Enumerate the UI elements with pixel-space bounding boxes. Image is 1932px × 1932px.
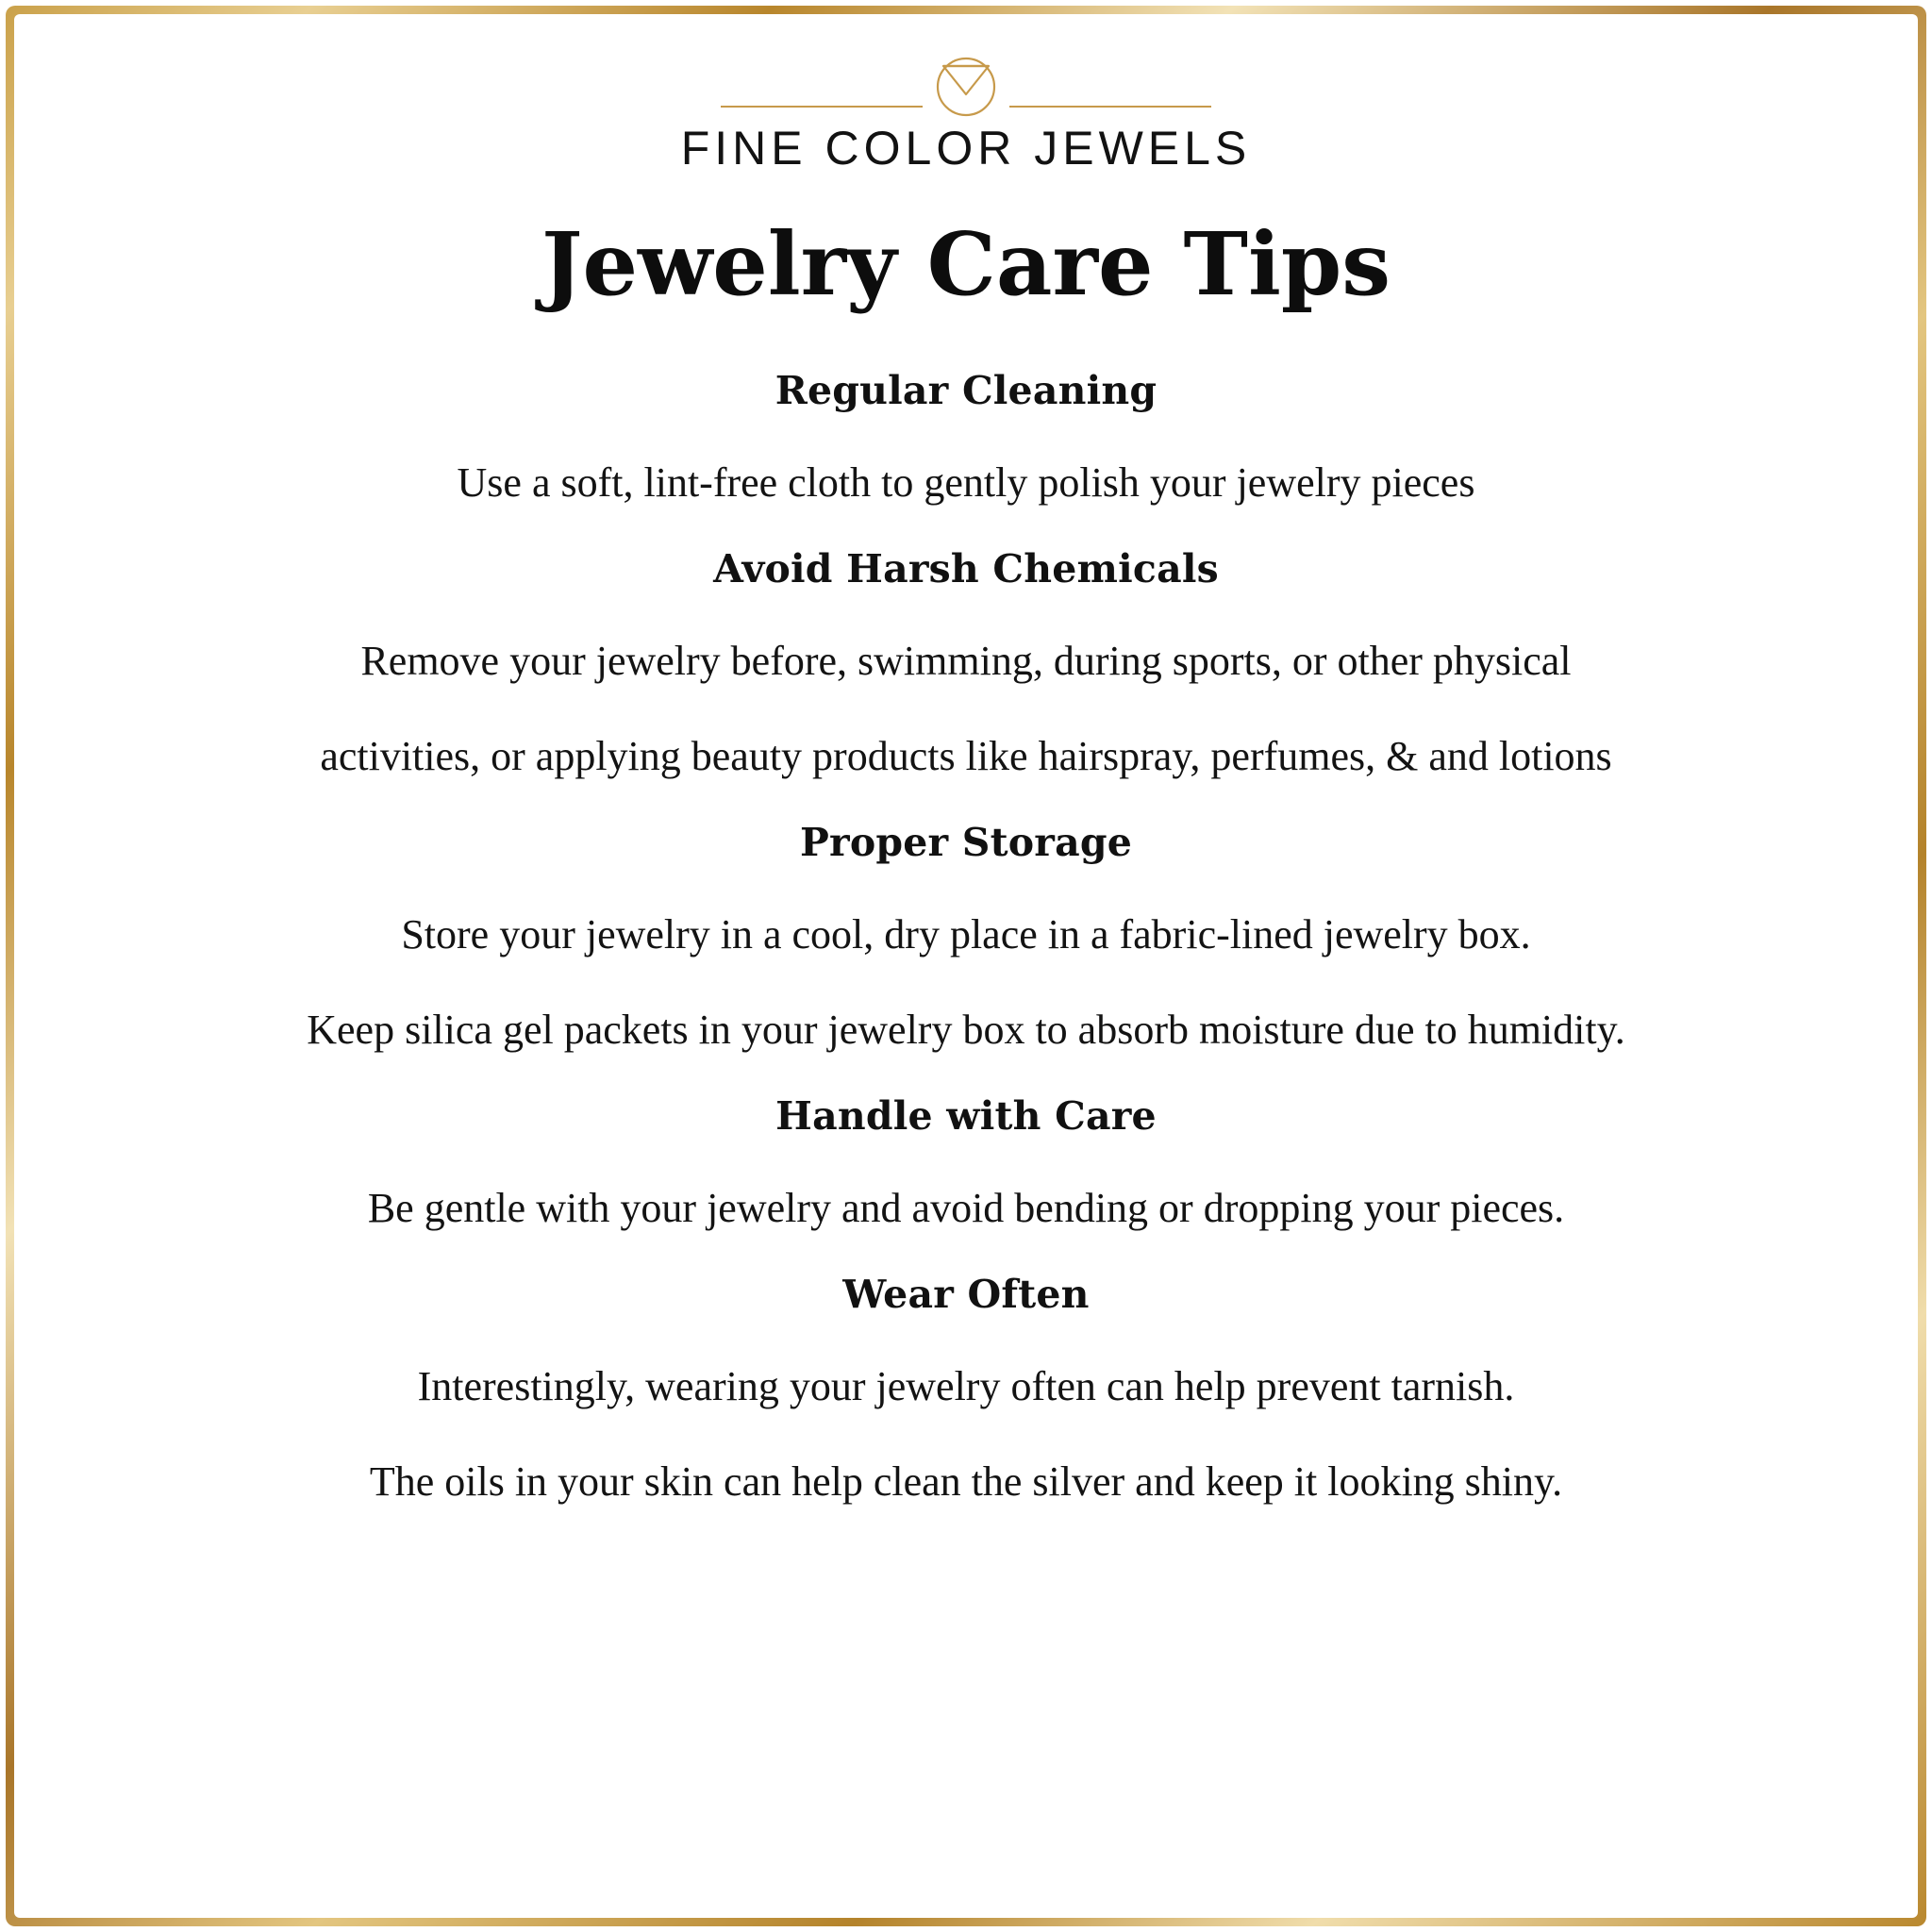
section-wear-often	[66, 1272, 1866, 1507]
section-line: Keep silica gel packets in your jewelry box to absorb moisture due to humidity.	[307, 1007, 1625, 1054]
brand-name: FINE COLOR JEWELS	[680, 122, 1252, 175]
section-line: Remove your jewelry before, swimming, during sports, or other physical	[360, 638, 1572, 685]
brand-mark	[721, 47, 1211, 126]
section-line: activities, or applying beauty products like hairspray, perfumes, & and lotions	[320, 733, 1612, 780]
section-heading: Handle with Care	[775, 1093, 1157, 1140]
brand-rule-left	[721, 106, 923, 108]
section-proper-storage	[66, 820, 1866, 1056]
section-line: Use a soft, lint-free cloth to gently polish your jewelry pieces	[457, 459, 1475, 507]
section-heading: Regular Cleaning	[774, 368, 1158, 414]
section-line: Store your jewelry in a cool, dry place in a fabric-lined jewelry box.	[401, 911, 1531, 958]
section-line: Be gentle with your jewelry and avoid bending or dropping your pieces.	[367, 1185, 1565, 1232]
section-heading: Proper Storage	[799, 820, 1133, 866]
section-heading: Wear Often	[842, 1272, 1090, 1318]
section-line: Interestingly, wearing your jewelry often can help prevent tarnish.	[417, 1363, 1515, 1410]
brand-block	[66, 47, 1866, 175]
brand-rule-right	[1009, 106, 1211, 108]
diamond-outline-icon	[923, 47, 1009, 126]
page-title: Jewelry Care Tips	[541, 213, 1391, 315]
section-line: The oils in your skin can help clean the silver and keep it looking shiny.	[369, 1458, 1563, 1506]
care-tips-sections	[66, 368, 1866, 1507]
section-regular-cleaning	[66, 368, 1866, 508]
section-handle-with-care	[66, 1093, 1866, 1234]
section-avoid-harsh-chemicals	[66, 546, 1866, 782]
section-heading: Avoid Harsh Chemicals	[713, 546, 1219, 592]
